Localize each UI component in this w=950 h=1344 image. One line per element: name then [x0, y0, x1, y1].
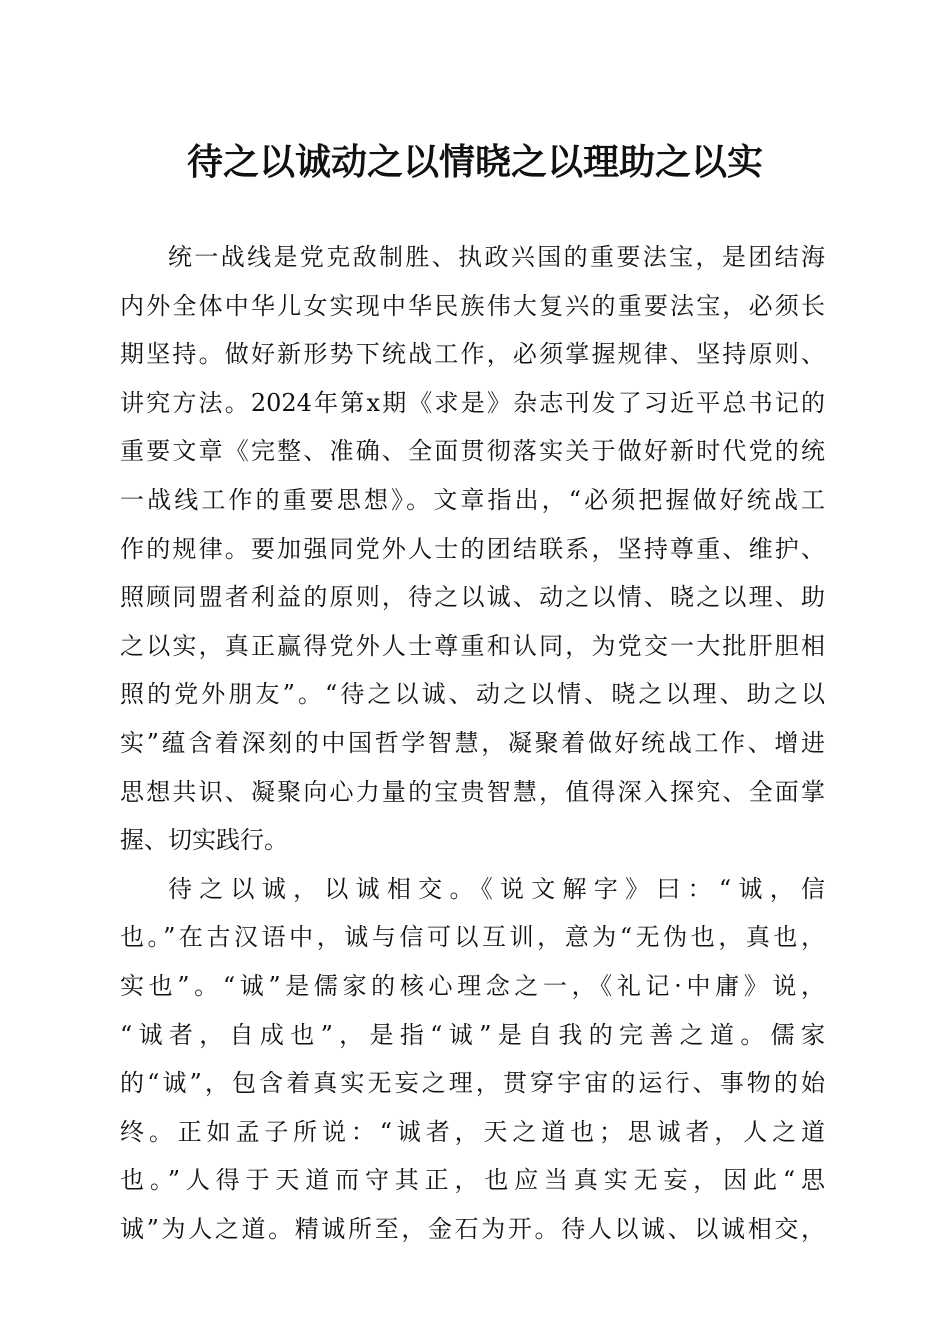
text-line: 作的规律。要加强同党外人士的团结联系，坚持尊重、维护、: [120, 534, 825, 563]
text-line: 重要文章《完整、准确、全面贯彻落实关于做好新时代党的统: [120, 437, 825, 466]
text-line: 统一战线是党克敌制胜、执政兴国的重要法宝，是团结海: [168, 243, 825, 271]
text-line: 实”蕴含着深刻的中国哲学智慧，凝聚着做好统战工作、增进: [120, 728, 825, 757]
document-body: [120, 233, 825, 1253]
paragraph-2: [120, 865, 825, 1254]
text-line: 终。正如孟子所说：“诚者，天之道也；思诚者，人之道: [120, 1117, 825, 1146]
text-line: “诚者，自成也”，是指“诚”是自我的完善之道。儒家: [120, 1020, 825, 1049]
text-line: 内外全体中华儿女实现中华民族伟大复兴的重要法宝，必须长: [120, 291, 825, 320]
text-line: 待之以诚，以诚相交。《说文解字》曰：“诚，信: [168, 874, 825, 903]
text-line: 照的党外朋友”。“待之以诚、动之以情、晓之以理、助之以: [120, 680, 825, 709]
text-line: 讲究方法。2024年第x期《求是》杂志刊发了习近平总书记的: [120, 388, 825, 417]
text-line: 一战线工作的重要思想》。文章指出，“必须把握做好统战工: [120, 485, 825, 514]
text-line: 照顾同盟者利益的原则，待之以诚、动之以情、晓之以理、助: [120, 583, 825, 612]
text-line: 诚”为人之道。精诚所至，金石为开。待人以诚、以诚相交，: [120, 1214, 825, 1243]
text-line: 也。”人得于天道而守其正，也应当真实无妄，因此“思: [120, 1166, 825, 1195]
text-line: 的“诚”，包含着真实无妄之理，贯穿宇宙的运行、事物的始: [120, 1069, 825, 1098]
paragraph-1: [120, 233, 825, 865]
text-line: 之以实，真正赢得党外人士尊重和认同，为党交一大批肝胆相: [120, 631, 825, 660]
text-line: 握、切实践行。: [120, 826, 288, 855]
text-line: 也。”在古汉语中，诚与信可以互训，意为“无伪也，真也，: [120, 923, 825, 952]
text-line: 实也”。“诚”是儒家的核心理念之一，《礼记·中庸》说，: [120, 971, 825, 1000]
text-line: 思想共识、凝聚向心力量的宝贵智慧，值得深入探究、全面掌: [120, 777, 825, 806]
text-line: 期坚持。做好新形势下统战工作，必须掌握规律、坚持原则、: [120, 340, 825, 369]
page-title: 待之以诚动之以情晓之以理助之以实: [186, 141, 763, 183]
